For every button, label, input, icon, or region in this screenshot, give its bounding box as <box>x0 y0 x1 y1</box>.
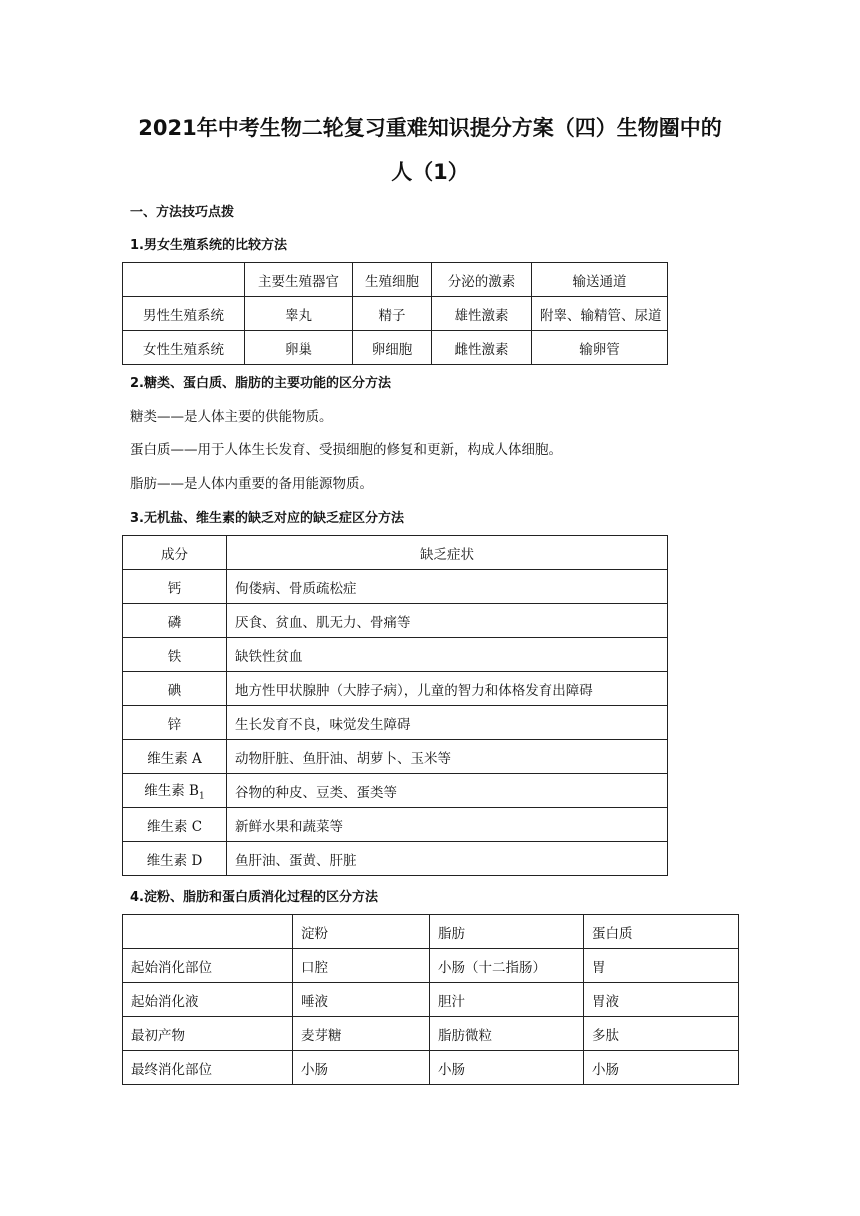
deficiency-table <box>122 535 668 876</box>
table-cell <box>123 915 293 949</box>
table-cell: 起始消化液 <box>123 983 293 1017</box>
paragraph-fat: 脂肪——是人体内重要的备用能源物质。 <box>130 476 373 492</box>
table-row <box>123 1017 739 1051</box>
table-cell: 生长发育不良，味觉发生障碍 <box>227 706 668 740</box>
table-cell: 碘 <box>123 672 227 706</box>
table-cell: 维生素 D <box>123 842 227 876</box>
table-cell: 鱼肝油、蛋黄、肝脏 <box>227 842 668 876</box>
table-cell: 输送通道 <box>532 263 668 297</box>
heading-digestion: 4.淀粉、脂肪和蛋白质消化过程的区分方法 <box>130 890 378 905</box>
table-cell: 口腔 <box>293 949 430 983</box>
table-cell: 厌食、贫血、肌无力、骨痛等 <box>227 604 668 638</box>
table-cell: 小肠（十二指肠） <box>430 949 584 983</box>
table-cell: 维生素 C <box>123 808 227 842</box>
table-cell: 胆汁 <box>430 983 584 1017</box>
table-cell: 地方性甲状腺肿（大脖子病），儿童的智力和体格发育出障碍 <box>227 672 668 706</box>
table-row <box>123 331 668 365</box>
table-cell: 最终消化部位 <box>123 1051 293 1085</box>
table-cell: 女性生殖系统 <box>123 331 245 365</box>
table-cell: 钙 <box>123 570 227 604</box>
table-cell: 淀粉 <box>293 915 430 949</box>
table-cell: 雄性激素 <box>432 297 532 331</box>
table-cell: 起始消化部位 <box>123 949 293 983</box>
table-cell: 脂肪 <box>430 915 584 949</box>
table-cell: 卵巢 <box>245 331 353 365</box>
heading-nutrients: 2.糖类、蛋白质、脂肪的主要功能的区分方法 <box>130 376 391 391</box>
table-cell: 卵细胞 <box>353 331 432 365</box>
table-cell: 佝偻病、骨质疏松症 <box>227 570 668 604</box>
table-row <box>123 774 668 808</box>
section-heading: 一、方法技巧点拨 <box>130 205 235 220</box>
table-cell: 男性生殖系统 <box>123 297 245 331</box>
table-cell: 多肽 <box>584 1017 739 1051</box>
table-cell: 脂肪微粒 <box>430 1017 584 1051</box>
table-cell: 分泌的激素 <box>432 263 532 297</box>
table-cell: 雌性激素 <box>432 331 532 365</box>
table-cell: 唾液 <box>293 983 430 1017</box>
table-row <box>123 808 668 842</box>
table-row <box>123 949 739 983</box>
table-cell <box>123 263 245 297</box>
table-row <box>123 604 668 638</box>
table-cell: 小肠 <box>293 1051 430 1085</box>
table-row <box>123 297 668 331</box>
doc-title-line1: 2021年中考生物二轮复习重难知识提分方案（四）生物圈中的 <box>138 116 722 140</box>
table-cell: 谷物的种皮、豆类、蛋类等 <box>227 774 668 808</box>
table-cell: 精子 <box>353 297 432 331</box>
table-cell <box>123 774 227 808</box>
table-cell: 缺乏症状 <box>227 536 668 570</box>
vitamin-b-label: 维生素 B <box>144 783 199 800</box>
table-cell: 锌 <box>123 706 227 740</box>
paragraph-sugar: 糖类——是人体主要的供能物质。 <box>130 409 333 425</box>
table-cell: 铁 <box>123 638 227 672</box>
table-cell: 成分 <box>123 536 227 570</box>
table-cell: 小肠 <box>584 1051 739 1085</box>
table-row <box>123 638 668 672</box>
table-cell: 最初产物 <box>123 1017 293 1051</box>
table-cell: 缺铁性贫血 <box>227 638 668 672</box>
table-cell: 输卵管 <box>532 331 668 365</box>
table-cell: 维生素 A <box>123 740 227 774</box>
table-cell: 胃液 <box>584 983 739 1017</box>
table-row <box>123 983 739 1017</box>
table-cell: 麦芽糖 <box>293 1017 430 1051</box>
table-cell: 小肠 <box>430 1051 584 1085</box>
table-cell: 胃 <box>584 949 739 983</box>
table-row <box>123 672 668 706</box>
doc-title-line2: 人（1） <box>391 160 469 184</box>
digestion-table <box>122 914 739 1085</box>
table-row <box>123 842 668 876</box>
table-row <box>123 706 668 740</box>
heading-deficiency: 3.无机盐、维生素的缺乏对应的缺乏症区分方法 <box>130 511 404 526</box>
table-cell: 磷 <box>123 604 227 638</box>
table-row <box>123 1051 739 1085</box>
table-cell: 蛋白质 <box>584 915 739 949</box>
table-cell: 新鲜水果和蔬菜等 <box>227 808 668 842</box>
table-row <box>123 570 668 604</box>
table-header-row <box>123 915 739 949</box>
table-header-row <box>123 536 668 570</box>
table-cell: 睾丸 <box>245 297 353 331</box>
table-header-row <box>123 263 668 297</box>
table-cell: 附睾、输精管、尿道 <box>532 297 668 331</box>
heading-reproductive: 1.男女生殖系统的比较方法 <box>130 238 287 253</box>
table-cell: 主要生殖器官 <box>245 263 353 297</box>
paragraph-protein: 蛋白质——用于人体生长发育、受损细胞的修复和更新，构成人体细胞。 <box>130 442 562 458</box>
table-cell: 生殖细胞 <box>353 263 432 297</box>
subscript: 1 <box>198 791 205 802</box>
reproductive-table <box>122 262 668 365</box>
table-cell: 动物肝脏、鱼肝油、胡萝卜、玉米等 <box>227 740 668 774</box>
table-row <box>123 740 668 774</box>
